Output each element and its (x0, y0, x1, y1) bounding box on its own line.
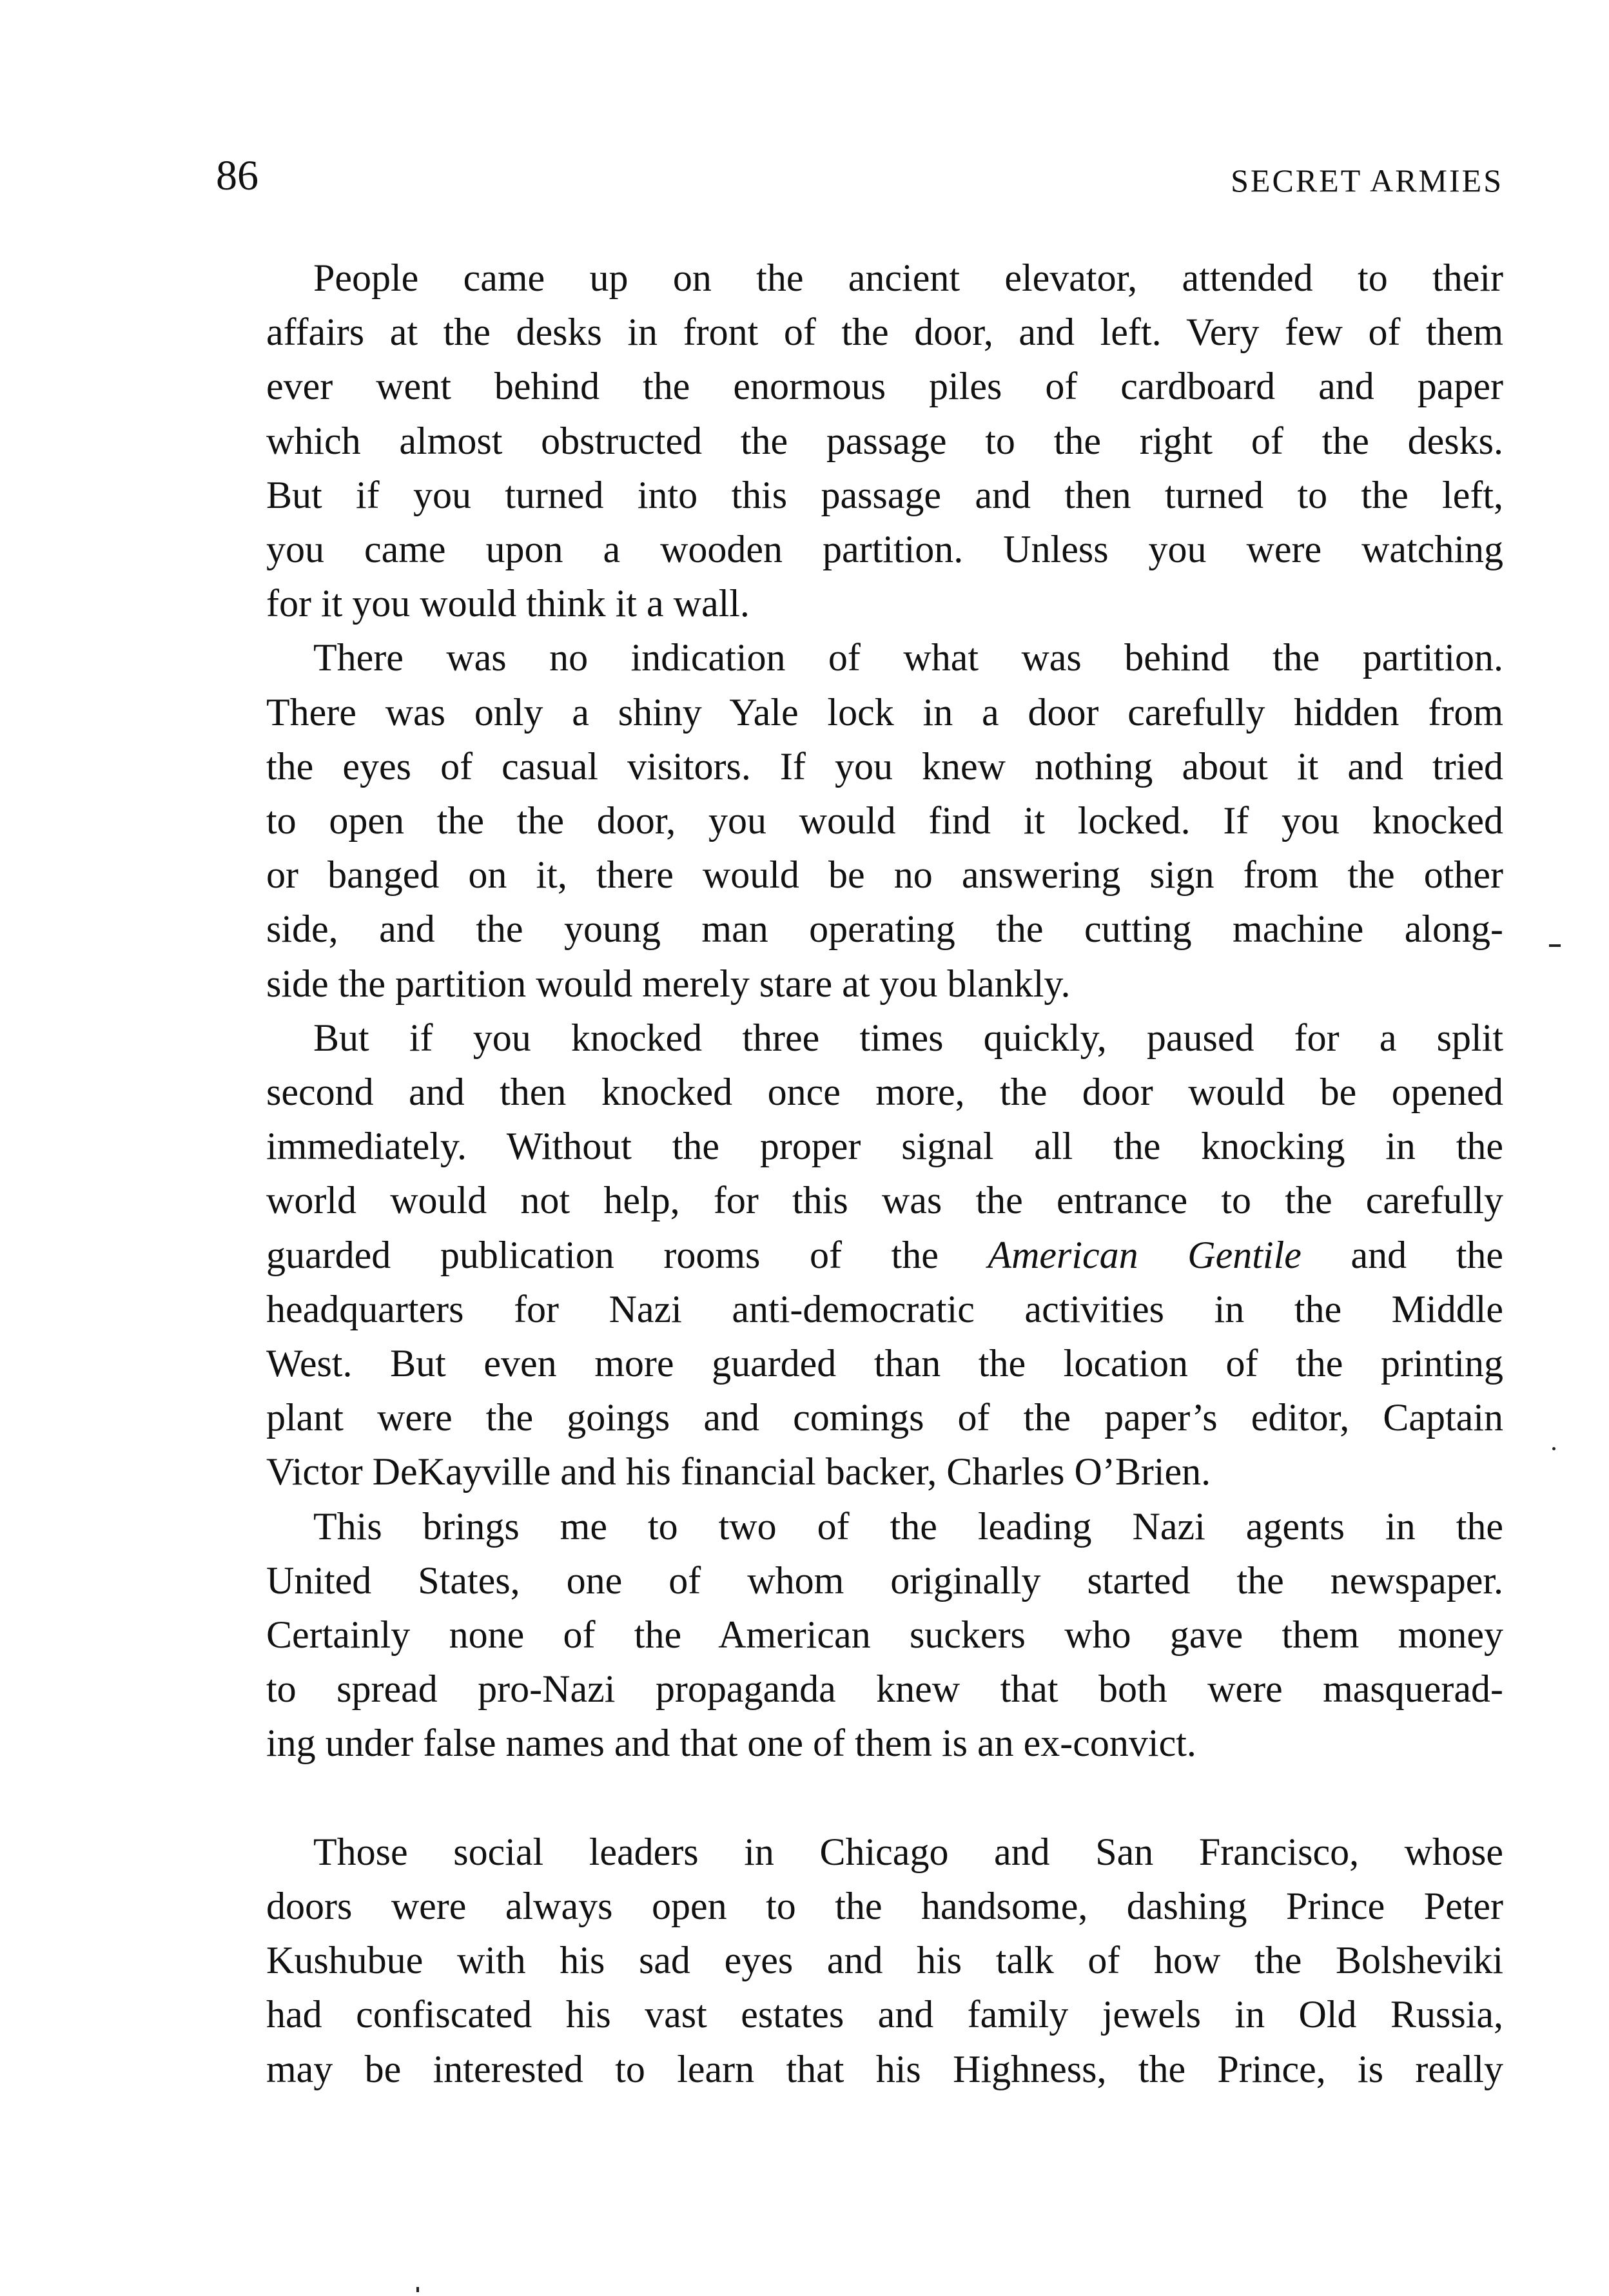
text-line: world would not help, for this was the entrance to the carefully (266, 1179, 1503, 1222)
text-line: headquarters for Nazi anti-democratic activities in the Middle (266, 1287, 1503, 1330)
text-segment: guarded publication rooms of the (266, 1233, 939, 1276)
text-line: for it you would think it a wall. (266, 582, 750, 625)
section-break (219, 1771, 1503, 1825)
paragraph-1 (219, 251, 1503, 630)
text-line: West. But even more guarded than the location of the printing (266, 1342, 1503, 1385)
text-line: immediately. Without the proper signal all the knocking in the (266, 1125, 1503, 1168)
text-line: the eyes of casual visitors. If you knew nothing about it and tried (266, 744, 1503, 788)
text-line: to spread pro-Nazi propaganda knew that both were masquerad- (266, 1668, 1503, 1711)
margin-dot-mark (1552, 1447, 1555, 1450)
margin-dash-mark (1549, 944, 1561, 947)
text-line: There was only a shiny Yale lock in a door carefully hidden from (266, 690, 1503, 734)
running-head: SECRET ARMIES (1231, 162, 1503, 199)
paragraph-2 (219, 630, 1503, 1010)
page-number: 86 (216, 152, 258, 199)
text-line: you came upon a wooden partition. Unless you were watching (266, 528, 1503, 571)
text-line: There was no indication of what was behind the partition. (313, 636, 1503, 679)
text-line: to open the the door, you would find it locked. If you knocked (266, 799, 1503, 842)
text-line: Kushubue with his sad eyes and his talk of how the Bolsheviki (266, 1939, 1503, 1982)
text-line: affairs at the desks in front of the door, and left. Very few of them (266, 311, 1503, 354)
bottom-dot-mark (416, 2287, 419, 2292)
text-line: or banged on it, there would be no answering sign from the other (266, 853, 1503, 897)
text-line: Victor DeKayville and his financial backer, Charles O’Brien. (266, 1450, 1211, 1493)
paragraph-4 (219, 1499, 1503, 1771)
text-line: People came up on the ancient elevator, attended to their (313, 257, 1503, 299)
text-line: Those social leaders in Chicago and San Francisco, whose (313, 1830, 1503, 1873)
text-line: ing under false names and that one of them is an ex-convict. (266, 1722, 1196, 1765)
text-line-with-title (219, 1228, 1503, 1282)
page-header (216, 147, 1503, 205)
text-line: side the partition would merely stare at you blankly. (266, 962, 1071, 1005)
text-line: which almost obstructed the passage to the right of the desks. (266, 419, 1503, 462)
body-text (219, 251, 1503, 2096)
text-line: This brings me to two of the leading Nazi agents in the (313, 1504, 1503, 1548)
text-line: side, and the young man operating the cutting machine along- (266, 908, 1503, 951)
text-line: But if you knocked three times quickly, paused for a split (313, 1016, 1503, 1059)
text-line: doors were always open to the handsome, dashing Prince Peter (266, 1884, 1503, 1927)
text-line: second and then knocked once more, the door would be opened (266, 1071, 1503, 1114)
text-line: ever went behind the enormous piles of cardboard and paper (266, 365, 1503, 408)
text-segment: and the (1351, 1233, 1503, 1276)
text-line: had confiscated his vast estates and family jewels in Old Russia, (266, 1993, 1503, 2036)
text-line: may be interested to learn that his Highness, the Prince, is really (266, 2047, 1503, 2090)
paragraph-5 (219, 1825, 1503, 2096)
text-line: But if you turned into this passage and then turned to the left, (266, 473, 1503, 516)
paragraph-3 (219, 1011, 1503, 1499)
text-line: plant were the goings and comings of the paper’s editor, Captain (266, 1396, 1503, 1439)
newspaper-title: American Gentile (988, 1233, 1302, 1276)
text-line: Certainly none of the American suckers who gave them money (266, 1613, 1503, 1657)
text-line: United States, one of whom originally started the newspaper. (266, 1559, 1503, 1602)
